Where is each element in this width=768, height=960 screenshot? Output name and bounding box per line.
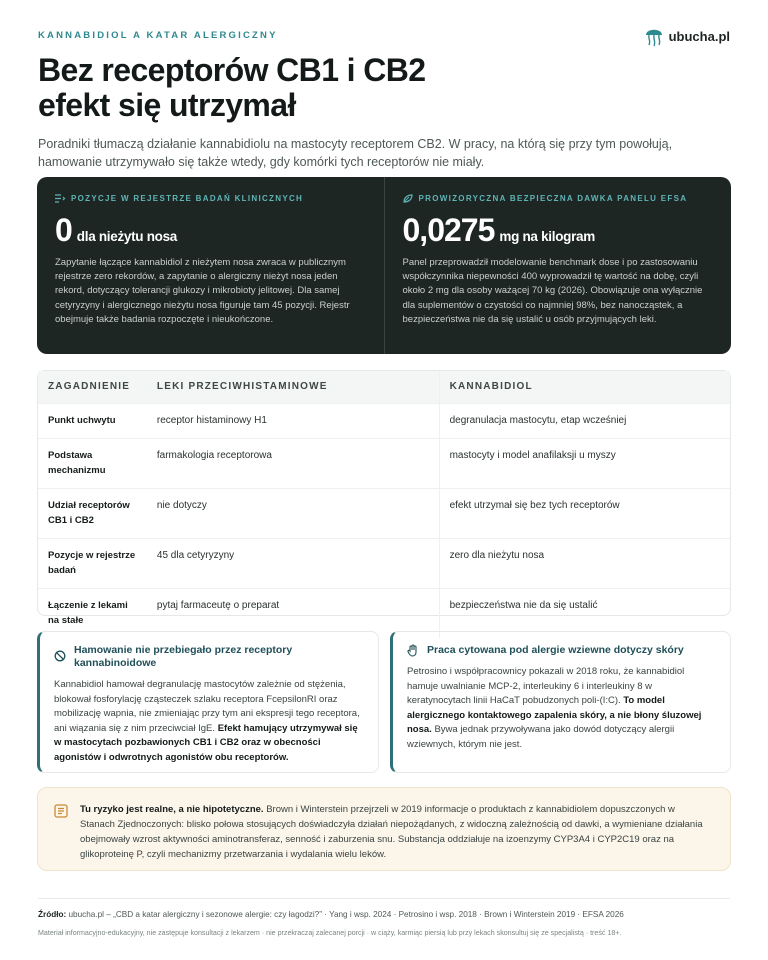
lead-paragraph: Poradniki tłumaczą działanie kannabidiolu na mastocyty receptorem CB2. W pracy, na którą się przy tym powołują, hamowanie utrzymywało się także wtedy, gdy komórki tych receptorów nie miały. <box>38 137 673 169</box>
stat-efsa-text: Panel przeprowadził modelowanie benchmark dose i po zastosowaniu współczynnika niepewności 400 wyprowadził tę wartość na dobę, czyli około 2 mg dla osoby ważącej 70 kg (2026). Obowiązuje ona wyłącznie dla suplementów o czystości co najmniej 98%, bez nanocząstek, a bezpieczeństwa nie da się ustalić u osób przyjmujących leki. <box>402 257 703 325</box>
brand-name: ubucha.pl <box>668 28 730 44</box>
stat-registry-unit: dla nieżytu nosa <box>76 229 178 244</box>
table-cell: farmakologia receptorowa <box>147 439 439 489</box>
table-cell: receptor histaminowy H1 <box>147 403 439 439</box>
table-cell: zero dla nieżytu nosa <box>439 539 730 589</box>
footer-divider <box>38 898 730 899</box>
card-title: Praca cytowana pod alergie wziewne dotyczy skóry <box>427 644 684 656</box>
jellyfish-icon <box>643 24 665 48</box>
disclaimer: Materiał informacyjno-edukacyjny, nie zastępuje konsultacji z lekarzem · nie przekraczaj zalecanej porcji · w ciąży, karmiąc piersią lub przy lekach skonsultuj się ze specjalistą · treść 18+. <box>38 929 622 937</box>
table-cell: nie dotyczy <box>147 489 439 539</box>
column-header: KANNABIDIOL <box>439 371 730 403</box>
card-body: Petrosino i współpracownicy pokazali w 2018 roku, że kannabidiol hamuje uwalnianie MCP-2, interleukiny 6 i interleukiny 8 w keratynocytach linii HaCaT pobudzonych poli-(I:C). To model alergicznego kontaktowego zapalenia skóry, a nie błony śluzowej nosa. Bywa jednak przywoływana jako dowód dotyczący alergii wziewnych, którym nie jest. <box>407 666 702 750</box>
table-header-row <box>38 371 730 403</box>
table-cell: pytaj farmaceutę o preparat <box>147 589 439 639</box>
table-cell: efekt utrzymał się bez tych receptorów <box>439 489 730 539</box>
info-card-skin <box>390 631 731 773</box>
stat-efsa-number: 0,0275 <box>402 212 495 248</box>
title-line-2: efekt się utrzymał <box>38 87 296 123</box>
hand-icon <box>407 644 419 657</box>
source-line: Źródło: ubucha.pl – „CBD a katar alergiczny i sezonowe alergie: czy łagodzi?” · Yang i wsp. 2024 · Petrosino i wsp. 2018 · Brown i Winterstein 2019 · EFSA 2026 <box>38 910 624 919</box>
card-title: Hamowanie nie przebiegało przez receptory kannabinoidowe <box>74 644 293 669</box>
eyebrow: KANNABIDIOL A KATAR ALERGICZNY <box>38 30 278 41</box>
leaf-icon <box>403 194 413 203</box>
no-entry-icon <box>54 650 66 662</box>
table-cell: mastocyty i model anafilaksji u myszy <box>439 439 730 489</box>
stat-registry-label: POZYCJE W REJESTRZE BADAŃ KLINICZNYCH <box>55 194 366 203</box>
comparison-table <box>37 370 731 626</box>
stat-efsa-label: PROWIZORYCZNA BEZPIECZNA DAWKA PANELU EFSA <box>403 194 714 203</box>
stat-efsa-value <box>403 212 714 249</box>
stat-registry-text: Zapytanie łączące kannabidiol z nieżytem nosa zwraca w publicznym rejestrze zero rekordów, a zapytanie o alergiczny nieżyt nosa jeden rekord, dotyczący tolerancji glukozy i mikrobioty jelitowej. Dla samej cetyryzyny i alergicznego nieżytu nosa figuruje tam 45 pozycji. Rejestr obejmuje także badania rozpoczęte i nieukończone. <box>55 257 350 325</box>
table-cell: bezpieczeństwa nie da się ustalić <box>439 589 730 639</box>
title-line-1: Bez receptorów CB1 i CB2 <box>38 52 426 88</box>
stat-efsa-unit: mg na kilogram <box>499 229 595 244</box>
page-header <box>38 30 730 171</box>
card-body: Kannabidiol hamował degranulację mastocytów zależnie od stężenia, blokował fosforylację cząsteczek szlaku receptora FcepsilonRI oraz mobilizację wapnia, nie zmieniając przy tym ani ekspresji tego receptora, ani wiązania się z nim przeciwciał IgE. Efekt hamujący utrzymywał się w mastocytach pozbawionych CB1 i CB2 oraz w obecności agonistów i odwrotnych agonistów obu receptorów. <box>54 679 360 763</box>
row-header: Pozycje w rejestrze badań <box>38 539 147 589</box>
row-header: Łączenie z lekami na stałe <box>38 589 147 639</box>
row-header: Punkt uchwytu <box>38 403 147 439</box>
row-header: Udział receptorów CB1 i CB2 <box>38 489 147 539</box>
page-title <box>38 53 730 123</box>
row-header: Podstawa mechanizmu <box>38 439 147 489</box>
document-icon <box>54 804 68 818</box>
stat-registry-value <box>55 212 366 249</box>
column-header: ZAGADNIENIE <box>38 371 147 403</box>
table-row <box>38 539 730 589</box>
table-cell: degranulacja mastocytu, etap wcześniej <box>439 403 730 439</box>
risk-text: Tu ryzyko jest realne, a nie hipotetyczne. Brown i Winterstein przejrzeli w 2019 informacje o produktach z kannabidiolem dopuszczonych w Stanach Zjednoczonych: blisko połowa stosujących doświadczyła działań niepożądanych, z widoczną zależnością od dawki, a wymieniane działania obejmowały wzrost aktywności aminotransferaz, senność i zaburzenia snu. Substancja oddziałuje na izoenzymy CYP3A4 i CYP2C19 oraz na glikoproteinę P, czyli mechanizmy przetwarzania i wydalania wielu leków. <box>80 804 703 860</box>
stat-registry <box>37 177 384 354</box>
info-card-receptors <box>37 631 379 773</box>
table-row <box>38 439 730 489</box>
stat-efsa <box>384 177 732 354</box>
risk-callout <box>37 787 731 871</box>
stat-registry-number: 0 <box>55 212 72 248</box>
column-header: LEKI PRZECIWHISTAMINOWE <box>147 371 439 403</box>
table-row <box>38 489 730 539</box>
table-cell: 45 dla cetyryzyny <box>147 539 439 589</box>
stats-panel <box>37 177 731 354</box>
table-row <box>38 403 730 439</box>
list-icon <box>55 194 65 203</box>
brand-logo[interactable] <box>643 24 730 48</box>
